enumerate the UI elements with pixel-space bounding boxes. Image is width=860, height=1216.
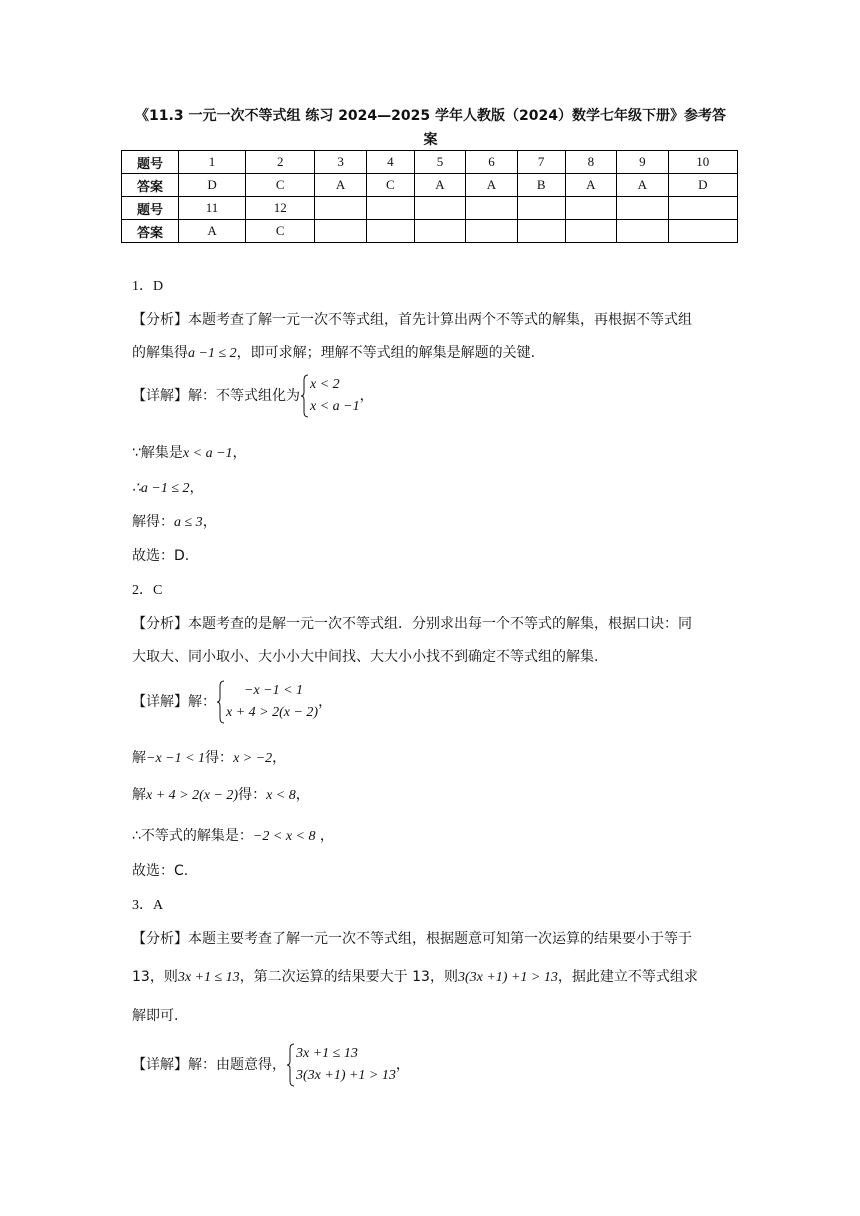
- table-cell: 11: [179, 197, 246, 220]
- table-row: [122, 174, 738, 197]
- q1-detail-label: 【详解】解：不等式组化为: [132, 388, 300, 404]
- table-cell: [668, 220, 737, 243]
- table-cell: [668, 197, 737, 220]
- question-1-number: 1．D: [132, 279, 164, 294]
- q2-choose: 故选：C.: [132, 863, 189, 879]
- q1-solve: 解得：a ≤ 3，: [132, 514, 217, 530]
- q1-choose: 故选：D.: [132, 548, 190, 564]
- q3-inequality-system: 3x +1 ≤ 13 3(3x +1) +1 > 13: [286, 1043, 396, 1087]
- q3-analysis-line-3: 解即可.: [132, 1008, 179, 1024]
- table-cell: D: [668, 174, 737, 197]
- table-cell: [517, 220, 565, 243]
- table-cell: 5: [414, 151, 465, 174]
- table-cell: D: [179, 174, 246, 197]
- table-cell: [617, 197, 668, 220]
- table-cell: [315, 197, 366, 220]
- q2-step-2: 解x + 4 > 2(x − 2)得：x < 8，: [132, 787, 310, 803]
- table-row: [122, 151, 738, 174]
- table-row: [122, 197, 738, 220]
- table-cell: B: [517, 174, 565, 197]
- table-cell: A: [565, 174, 616, 197]
- q2-inequality-system: −x −1 < 1 x + 4 > 2(x − 2): [216, 680, 318, 724]
- table-cell: 6: [466, 151, 517, 174]
- table-cell: 3: [315, 151, 366, 174]
- q3-detail-label: 【详解】解：由题意得，: [132, 1057, 286, 1073]
- table-cell: [466, 197, 517, 220]
- table-cell: C: [246, 220, 315, 243]
- table-cell: 4: [366, 151, 414, 174]
- table-cell: 9: [617, 151, 668, 174]
- q1-analysis-line-1: 【分析】本题考查了解一元一次不等式组，首先计算出两个不等式的解集，再根据不等式组: [132, 312, 692, 328]
- table-cell: [617, 220, 668, 243]
- q2-analysis-line-1: 【分析】本题考查的是解一元一次不等式组．分别求出每一个不等式的解集，根据口诀：同: [132, 616, 692, 632]
- q1-therefore: ∴a −1 ≤ 2，: [132, 480, 204, 496]
- table-cell: [466, 220, 517, 243]
- row-header-number: 题号: [122, 151, 179, 174]
- q2-detail-label: 【详解】解：: [132, 694, 216, 710]
- table-cell: 8: [565, 151, 616, 174]
- row-header-number: 题号: [122, 197, 179, 220]
- table-cell: [414, 220, 465, 243]
- table-cell: C: [366, 174, 414, 197]
- table-cell: [366, 220, 414, 243]
- table-cell: A: [179, 220, 246, 243]
- title-line-1: 《11.3 一元一次不等式组 练习 2024—2025 学年人教版（2024）数学七年级下册》参考答: [135, 108, 726, 124]
- q1-detail: 【详解】解：不等式组化为 x < 2 x < a −1 ，: [132, 374, 374, 418]
- brace-icon: [286, 1043, 295, 1087]
- brace-icon: [300, 374, 309, 418]
- table-cell: [315, 220, 366, 243]
- q2-conclusion: ∴不等式的解集是：−2 < x < 8 ，: [132, 828, 334, 844]
- title-line-2: 案: [423, 132, 438, 148]
- q1-inequality-system: x < 2 x < a −1: [300, 374, 360, 418]
- table-cell: 1: [179, 151, 246, 174]
- q3-analysis-line-1: 【分析】本题主要考查了解一元一次不等式组，根据题意可知第一次运算的结果要小于等于: [132, 931, 692, 947]
- table-cell: A: [466, 174, 517, 197]
- row-header-answer: 答案: [122, 174, 179, 197]
- q2-step-1: 解−x −1 < 1得：x > −2，: [132, 750, 287, 766]
- table-cell: [565, 197, 616, 220]
- q1-analysis-line-2: 的解集得a −1 ≤ 2，即可求解；理解不等式组的解集是解题的关键.: [132, 345, 536, 361]
- q3-detail: 【详解】解：由题意得， 3x +1 ≤ 13 3(3x +1) +1 > 13 ，: [132, 1043, 410, 1087]
- row-header-answer: 答案: [122, 220, 179, 243]
- table-cell: 10: [668, 151, 737, 174]
- table-cell: A: [617, 174, 668, 197]
- document-title: [118, 104, 743, 152]
- brace-icon: [216, 680, 225, 724]
- table-cell: 7: [517, 151, 565, 174]
- q2-analysis-line-2: 大取大、同小取小、大小小大中间找、大大小小找不到确定不等式组的解集.: [132, 649, 599, 665]
- table-cell: A: [414, 174, 465, 197]
- table-cell: 12: [246, 197, 315, 220]
- table-cell: [366, 197, 414, 220]
- q2-detail: 【详解】解： −x −1 < 1 x + 4 > 2(x − 2) ，: [132, 680, 332, 724]
- answer-table: [121, 150, 738, 243]
- table-cell: A: [315, 174, 366, 197]
- table-cell: 2: [246, 151, 315, 174]
- question-3-number: 3．A: [132, 898, 164, 913]
- table-cell: C: [246, 174, 315, 197]
- table-row: [122, 220, 738, 243]
- table-cell: [565, 220, 616, 243]
- q1-since: ∵解集是x < a −1，: [132, 445, 247, 461]
- question-2-number: 2．C: [132, 583, 163, 598]
- q3-analysis-line-2: 13，则3x +1 ≤ 13，第二次运算的结果要大于 13，则3(3x +1) +1 > 13，据此建立不等式组求: [132, 969, 698, 985]
- table-cell: [517, 197, 565, 220]
- table-cell: [414, 197, 465, 220]
